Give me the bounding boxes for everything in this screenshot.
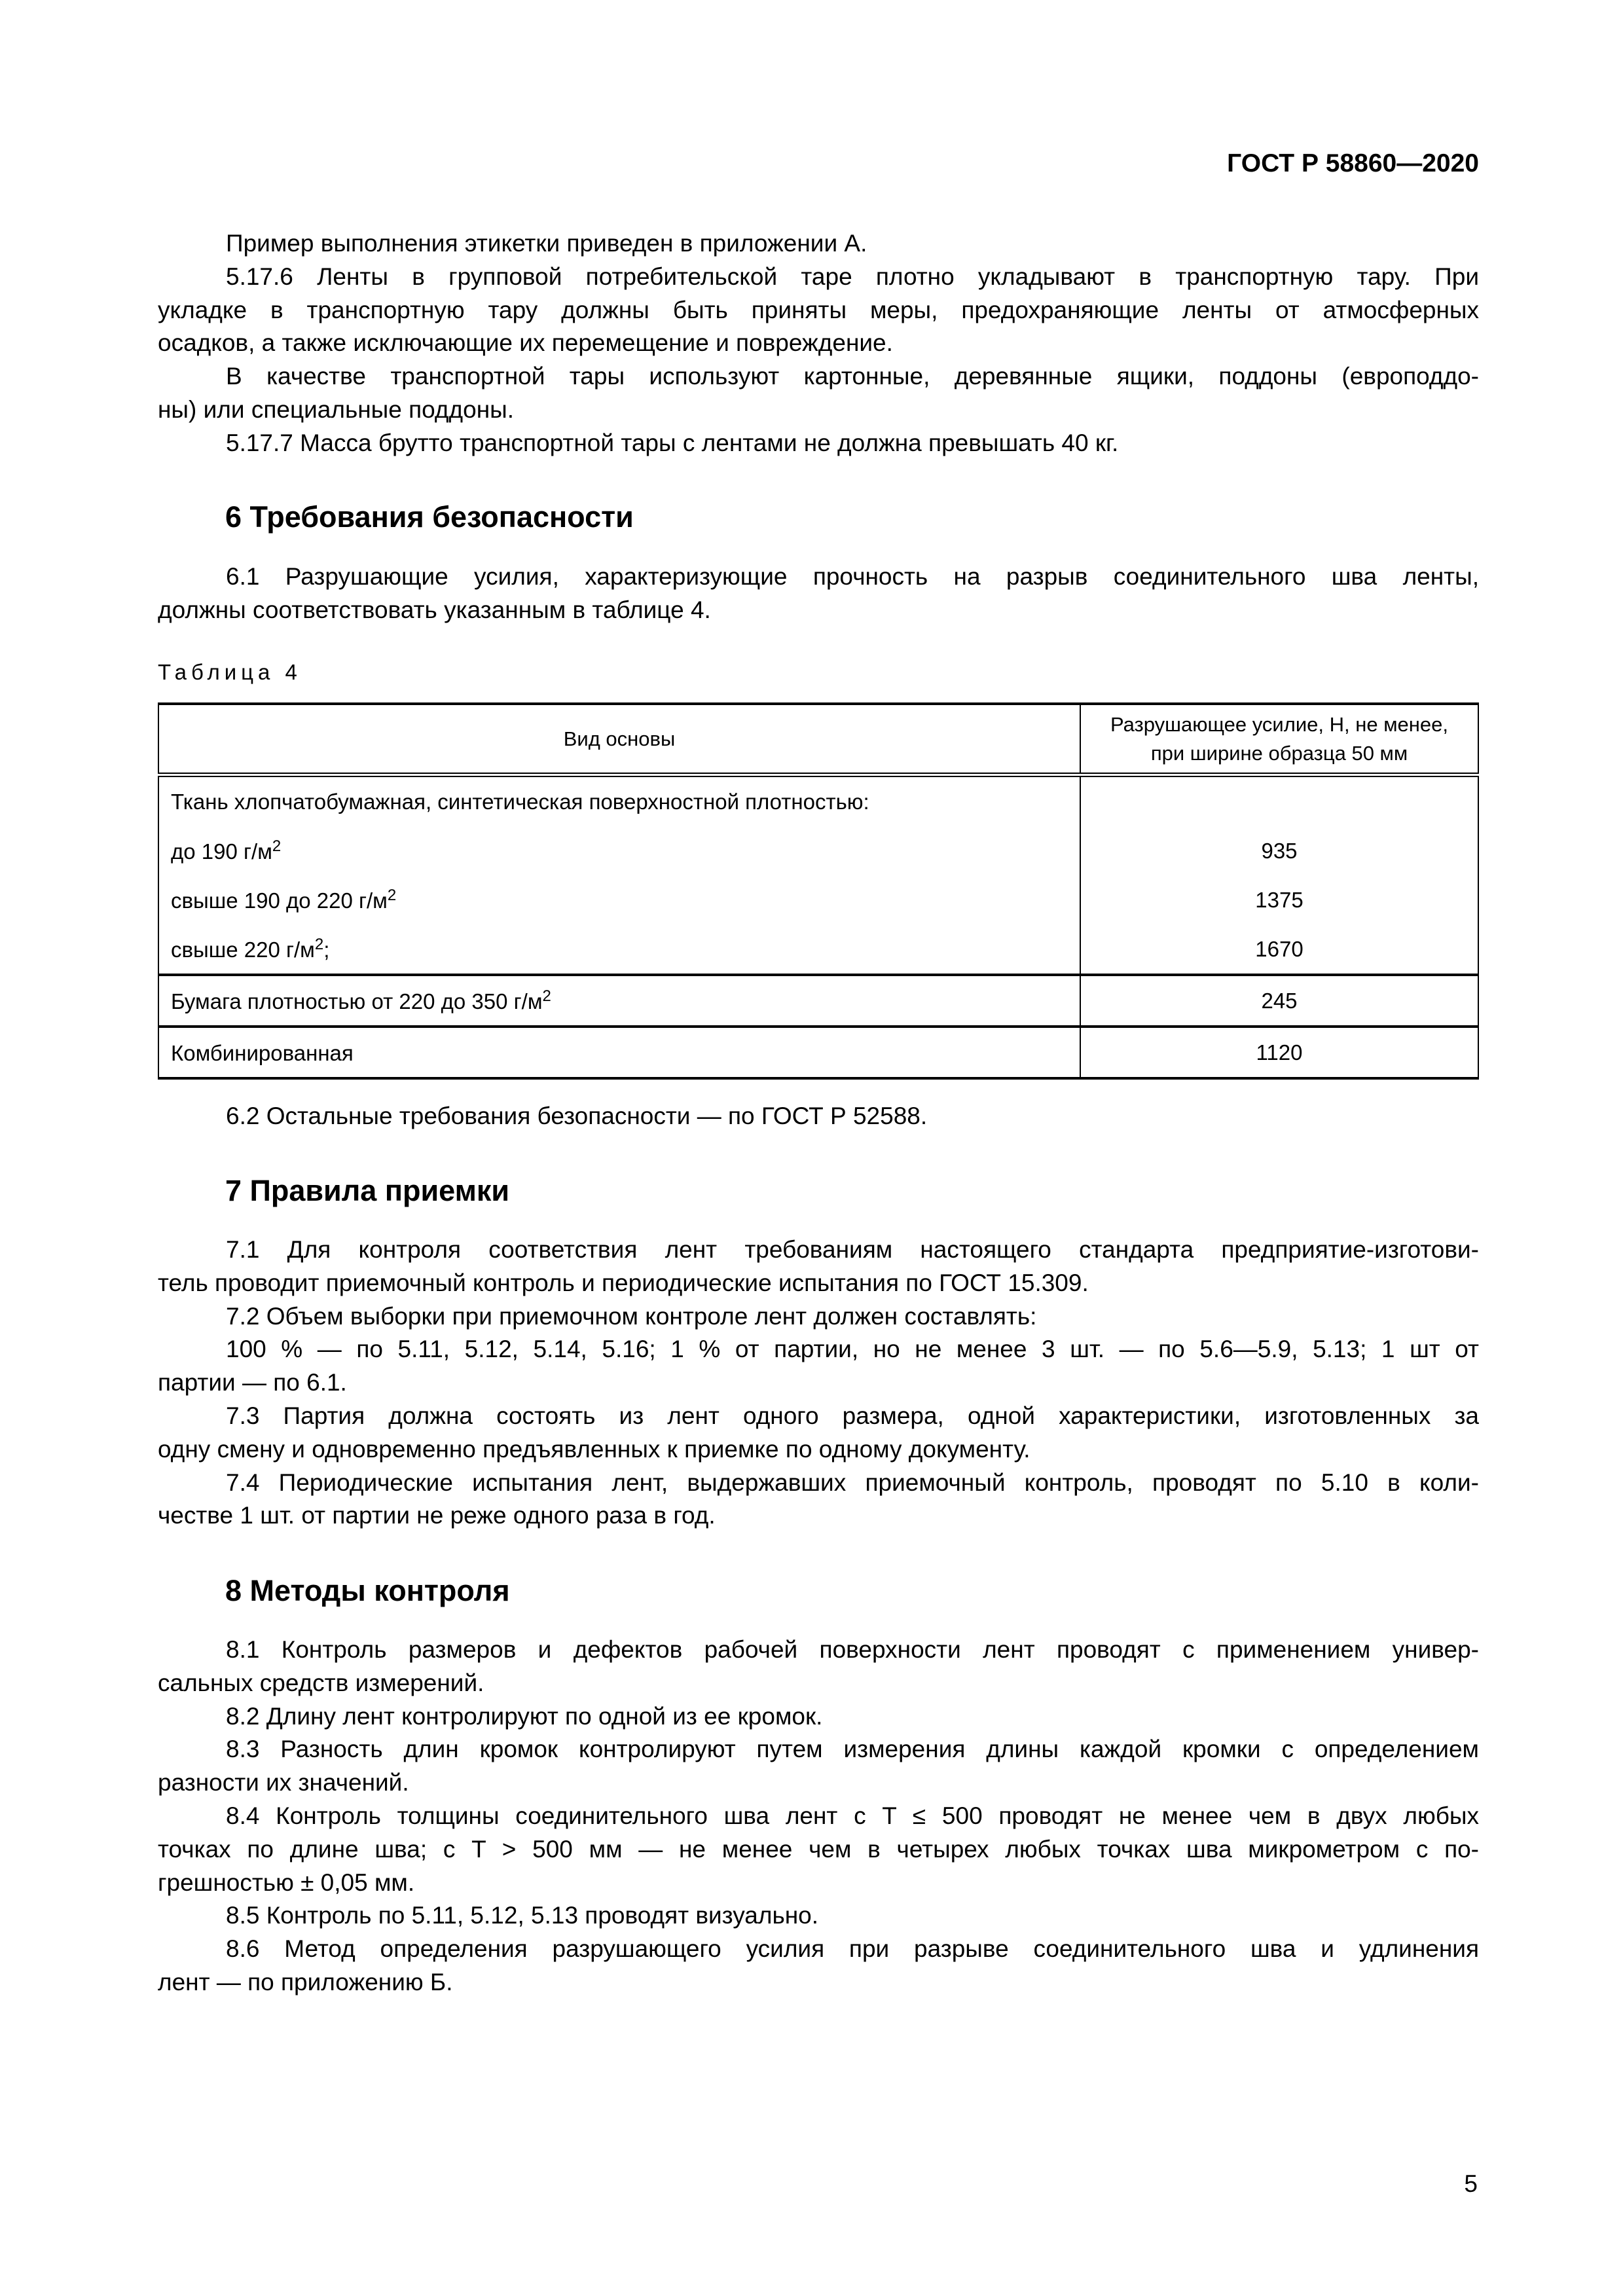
superscript: 2 <box>314 936 324 953</box>
table-row <box>158 875 1478 924</box>
row-value: 935 <box>1080 826 1478 875</box>
superscript: 2 <box>272 837 282 855</box>
heading-section-7: 7 Правила приемки <box>225 1174 510 1207</box>
paragraph-line: 5.17.7 Масса брутто транспортной тары с лентами не должна превышать 40 кг. <box>226 429 1119 456</box>
paragraph-line: осадков, а также исключающие их перемещение и повреждение. <box>158 329 893 357</box>
paragraph-line: лент — по приложению Б. <box>158 1968 453 1995</box>
paragraph-line: укладке в транспортную тару должны быть приняты меры, предохраняющие ленты от атмосферных <box>158 296 1479 323</box>
table-row <box>158 1027 1478 1078</box>
paragraph-line: грешностью ± 0,05 мм. <box>158 1868 415 1896</box>
section-6-2-text <box>158 1100 1479 1133</box>
paragraph-line: разности их значений. <box>158 1769 409 1796</box>
paragraph-line: 8.1 Контроль размеров и дефектов рабочей поверхности лент проводят с применением универ- <box>226 1636 1479 1663</box>
paragraph-line: 6.1 Разрушающие усилия, характеризующие прочность на разрыв соединительного шва ленты, <box>226 563 1479 590</box>
paragraph-line: точках по длине шва; с T > 500 мм — не менее чем в четырех любых точках шва микрометром с по- <box>158 1835 1479 1863</box>
suffix: ; <box>323 938 330 962</box>
row-label <box>158 924 1080 975</box>
row-label-text: свыше 190 до 220 г/м <box>171 888 388 913</box>
superscript: 2 <box>387 886 397 904</box>
heading-section-8: 8 Методы контроля <box>225 1574 510 1607</box>
paragraph-line: 7.3 Партия должна состоять из лент одного размера, одной характеристики, изготовленных за <box>226 1402 1479 1429</box>
row-value: 1120 <box>1080 1027 1478 1078</box>
row-label <box>158 875 1080 924</box>
paragraph-line: 8.5 Контроль по 5.11, 5.12, 5.13 проводят визуально. <box>226 1902 819 1929</box>
table-4 <box>158 702 1479 1080</box>
paragraph-line: партии — по 6.1. <box>158 1369 347 1396</box>
col-header-line1: Разрушающее усилие, Н, не менее, <box>1110 712 1448 736</box>
row-value: 1670 <box>1080 924 1478 975</box>
paragraph-line: 7.2 Объем выборки при приемочном контроле лент должен составлять: <box>226 1302 1037 1330</box>
paragraph-line: честве 1 шт. от партии не реже одного раза в год. <box>158 1502 716 1529</box>
row-label-text: Бумага плотностью от 220 до 350 г/м <box>171 989 543 1013</box>
table-row <box>158 826 1478 875</box>
heading-section-6: 6 Требования безопасности <box>225 500 634 534</box>
paragraph-line: тель проводит приемочный контроль и периодические испытания по ГОСТ 15.309. <box>158 1269 1089 1296</box>
paragraph-line: 8.2 Длину лент контролируют по одной из ее кромок. <box>226 1702 823 1730</box>
section-8-text <box>158 1633 1479 1999</box>
section-5-text <box>158 227 1479 460</box>
col-header-base-type: Вид основы <box>158 704 1080 775</box>
page-number: 5 <box>1464 2170 1478 2197</box>
paragraph-line: 8.4 Контроль толщины соединительного шва лент с T ≤ 500 проводят не менее чем в двух любых <box>226 1802 1479 1829</box>
row-label <box>158 1027 1080 1078</box>
section-6-1-text <box>158 560 1479 627</box>
paragraph-line: сальных средств измерений. <box>158 1669 484 1696</box>
paragraph-line: В качестве транспортной тары используют картонные, деревянные ящики, поддоны (европоддо- <box>226 363 1479 390</box>
row-label-text: свыше 220 г/м <box>171 938 315 962</box>
col-header-breaking-force <box>1080 704 1478 775</box>
paragraph-line: 8.3 Разность длин кромок контролируют путем измерения длины каждой кромки с определением <box>226 1736 1479 1763</box>
row-label-text: до 190 г/м <box>171 839 272 864</box>
paragraph-line: 100 % — по 5.11, 5.12, 5.14, 5.16; 1 % от партии, но не менее 3 шт. — по 5.6—5.9, 5.13; 1 шт от <box>226 1336 1479 1363</box>
row-value: 245 <box>1080 975 1478 1027</box>
paragraph-line: одну смену и одновременно предъявленных к приемке по одному документу. <box>158 1435 1030 1463</box>
paragraph-line: 6.2 Остальные требования безопасности — по ГОСТ Р 52588. <box>226 1102 928 1129</box>
table-caption: Таблица 4 <box>158 660 302 684</box>
table-row <box>158 924 1478 975</box>
paragraph-line: 8.6 Метод определения разрушающего усилия при разрыве соединительного шва и удлинения <box>226 1935 1479 1963</box>
paragraph-line: Пример выполнения этикетки приведен в приложении А. <box>226 230 867 257</box>
table-row <box>158 975 1478 1027</box>
superscript: 2 <box>542 987 551 1005</box>
paragraph-line: ны) или специальные поддоны. <box>158 395 514 423</box>
section-7-text <box>158 1233 1479 1533</box>
row-label <box>158 975 1080 1027</box>
row-label-text: Комбинированная <box>171 1041 354 1065</box>
row-value: 1375 <box>1080 875 1478 924</box>
empty-cell <box>1080 775 1478 827</box>
paragraph-line: должны соответствовать указанным в таблице 4. <box>158 596 711 623</box>
paragraph-line: 5.17.6 Ленты в групповой потребительской таре плотно укладывают в транспортную тару. При <box>226 263 1479 290</box>
paragraph-line: 7.1 Для контроля соответствия лент требованиям настоящего стандарта предприятие-изготови- <box>226 1236 1479 1263</box>
document-id-header: ГОСТ Р 58860—2020 <box>1227 149 1479 177</box>
group-label: Ткань хлопчатобумажная, синтетическая поверхностной плотностью: <box>158 775 1080 827</box>
col-header-line2: при ширине образца 50 мм <box>1150 741 1408 765</box>
paragraph-line: 7.4 Периодические испытания лент, выдержавших приемочный контроль, проводят по 5.10 в коли- <box>226 1468 1479 1496</box>
row-label <box>158 826 1080 875</box>
